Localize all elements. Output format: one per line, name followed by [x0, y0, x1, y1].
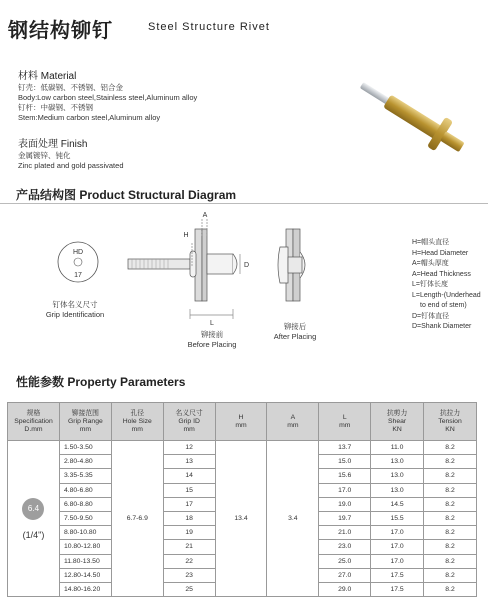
material-line: Body:Low carbon steel,Stainless steel,Aluminum alloy — [18, 93, 198, 102]
tension-cell: 8.2 — [424, 455, 477, 469]
dim-a-label: A — [202, 212, 208, 219]
l-cell: 13.7 — [319, 441, 371, 455]
shear-cell: 17.0 — [371, 540, 424, 554]
grip-id-mark — [58, 242, 98, 282]
shear-cell: 17.0 — [371, 554, 424, 568]
shear-cell: 11.0 — [371, 441, 424, 455]
finish-heading: 表面处理 Finish — [18, 139, 88, 150]
grip-range-cell: 8.80-10.80 — [59, 526, 111, 540]
col-header-shear: 抗剪力 Shear KN — [371, 403, 424, 441]
grip-id-cell: 21 — [163, 540, 215, 554]
tension-cell: 8.2 — [424, 568, 477, 582]
table-row — [8, 441, 477, 455]
tension-cell: 8.2 — [424, 441, 477, 455]
rivet-product-image — [352, 72, 482, 167]
l-cell: 29.0 — [319, 582, 371, 596]
hole-size-cell: 6.7-6.9 — [111, 441, 163, 597]
l-cell: 23.0 — [319, 540, 371, 554]
dim-l-label: L — [210, 320, 214, 327]
grip-range-cell: 12.80-14.50 — [59, 568, 111, 582]
shear-cell: 14.5 — [371, 497, 424, 511]
l-cell: 15.0 — [319, 455, 371, 469]
legend-line: H=Head Diameter — [412, 249, 469, 257]
material-line: 钉杆：中碳钢、不锈钢 — [18, 103, 93, 112]
shear-cell: 13.0 — [371, 455, 424, 469]
before-placing-caption-en: Before Placing — [187, 340, 237, 349]
grip-id-cell: 13 — [163, 455, 215, 469]
grip-id-top: HD — [72, 249, 84, 256]
table-header-row — [8, 403, 477, 441]
col-header-tension: 抗拉力 Tension KN — [424, 403, 477, 441]
l-cell: 15.6 — [319, 469, 371, 483]
dimension-legend — [412, 238, 481, 333]
l-cell: 21.0 — [319, 526, 371, 540]
grip-id-cell: 22 — [163, 554, 215, 568]
l-cell: 17.0 — [319, 483, 371, 497]
material-line: 钉壳：低碳钢、不锈钢、铝合金 — [18, 83, 123, 92]
col-header-hole-size: 孔径 Hole Size mm — [111, 403, 163, 441]
finish-line: Zinc plated and gold passivated — [18, 161, 124, 170]
grip-range-cell: 2.80-4.80 — [59, 455, 111, 469]
col-header-a: A mm — [267, 403, 319, 441]
h-cell: 13.4 — [215, 441, 267, 597]
spec-badge: 6.4 — [22, 498, 44, 520]
dim-h-label: H — [183, 232, 189, 239]
l-cell: 25.0 — [319, 554, 371, 568]
grip-id-cell: 14 — [163, 469, 215, 483]
a-cell: 3.4 — [267, 441, 319, 597]
divider — [0, 203, 488, 204]
grip-range-cell: 3.35-5.35 — [59, 469, 111, 483]
spec-cell — [8, 441, 60, 597]
property-section-title: 性能参数 Property Parameters — [16, 375, 186, 389]
grip-id-caption-en: Grip Identification — [45, 310, 105, 319]
shear-cell: 17.5 — [371, 582, 424, 596]
shear-cell: 15.5 — [371, 511, 424, 525]
after-placing-caption-cn: 铆接后 — [283, 322, 307, 331]
l-cell: 19.0 — [319, 497, 371, 511]
tension-cell: 8.2 — [424, 554, 477, 568]
legend-line: H=帽头直径 — [412, 239, 450, 246]
col-header-h: H mm — [215, 403, 267, 441]
spec-fraction: (1/4") — [22, 529, 45, 540]
grip-range-cell: 4.80-6.80 — [59, 483, 111, 497]
tension-cell: 8.2 — [424, 540, 477, 554]
diagram-section-title: 产品结构图 Product Structural Diagram — [16, 188, 237, 202]
page-title-cn: 钢结构铆钉 — [8, 18, 113, 42]
grip-id-cell: 19 — [163, 526, 215, 540]
tension-cell: 8.2 — [424, 511, 477, 525]
grip-id-cell: 18 — [163, 511, 215, 525]
legend-line: L=Length-(Underhead — [412, 291, 481, 299]
grip-range-cell: 10.80-12.80 — [59, 540, 111, 554]
after-placing-caption-en: After Placing — [273, 332, 317, 341]
shear-cell: 13.0 — [371, 469, 424, 483]
material-heading: 材料 Material — [18, 71, 77, 82]
page-title-en: Steel Structure Rivet — [148, 21, 270, 33]
property-table — [7, 402, 477, 597]
grip-id-cell: 25 — [163, 582, 215, 596]
tension-cell: 8.2 — [424, 526, 477, 540]
shear-cell: 17.0 — [371, 526, 424, 540]
tension-cell: 8.2 — [424, 483, 477, 497]
legend-line: A=Head Thickness — [412, 270, 471, 278]
grip-range-cell: 6.80-8.80 — [59, 497, 111, 511]
shear-cell: 17.5 — [371, 568, 424, 582]
finish-block — [18, 138, 124, 171]
col-header-l: L mm — [319, 403, 371, 441]
grip-range-cell: 11.80-13.50 — [59, 554, 111, 568]
material-block — [18, 70, 197, 123]
grip-range-cell: 7.50-9.50 — [59, 511, 111, 525]
grip-range-cell: 14.80-16.20 — [59, 582, 111, 596]
legend-line: D=钉体直径 — [412, 312, 450, 320]
dim-d-label: D — [244, 262, 250, 269]
grip-id-cell: 12 — [163, 441, 215, 455]
grip-id-bottom: 17 — [74, 272, 82, 279]
l-cell: 27.0 — [319, 568, 371, 582]
grip-range-cell: 1.50-3.50 — [59, 441, 111, 455]
legend-line: L=钉体长度 — [412, 281, 448, 288]
legend-line: A=帽头厚度 — [412, 260, 449, 267]
tension-cell: 8.2 — [424, 497, 477, 511]
col-header-spec: 规格 Specification D.mm — [8, 403, 60, 441]
page-header — [8, 14, 478, 40]
legend-line: D=Shank Diameter — [412, 323, 472, 330]
l-cell: 19.7 — [319, 511, 371, 525]
legend-line: to end of stem) — [420, 302, 467, 309]
col-header-grip-id: 名义尺寸 Grip ID mm — [163, 403, 215, 441]
tension-cell: 8.2 — [424, 582, 477, 596]
material-line: Stem:Medium carbon steel,Aluminum alloy — [18, 113, 161, 122]
grip-id-cell: 15 — [163, 483, 215, 497]
col-header-grip-range: 铆接范围 Grip Range mm — [59, 403, 111, 441]
grip-id-cell: 23 — [163, 568, 215, 582]
after-placing-drawing — [278, 229, 305, 301]
shear-cell: 13.0 — [371, 483, 424, 497]
before-placing-caption-cn: 铆接前 — [200, 330, 224, 339]
finish-line: 金属镀锌、钝化 — [18, 151, 71, 160]
tension-cell: 8.2 — [424, 469, 477, 483]
grip-id-caption-cn: 钉体名义尺寸 — [52, 300, 98, 309]
grip-id-cell: 17 — [163, 497, 215, 511]
